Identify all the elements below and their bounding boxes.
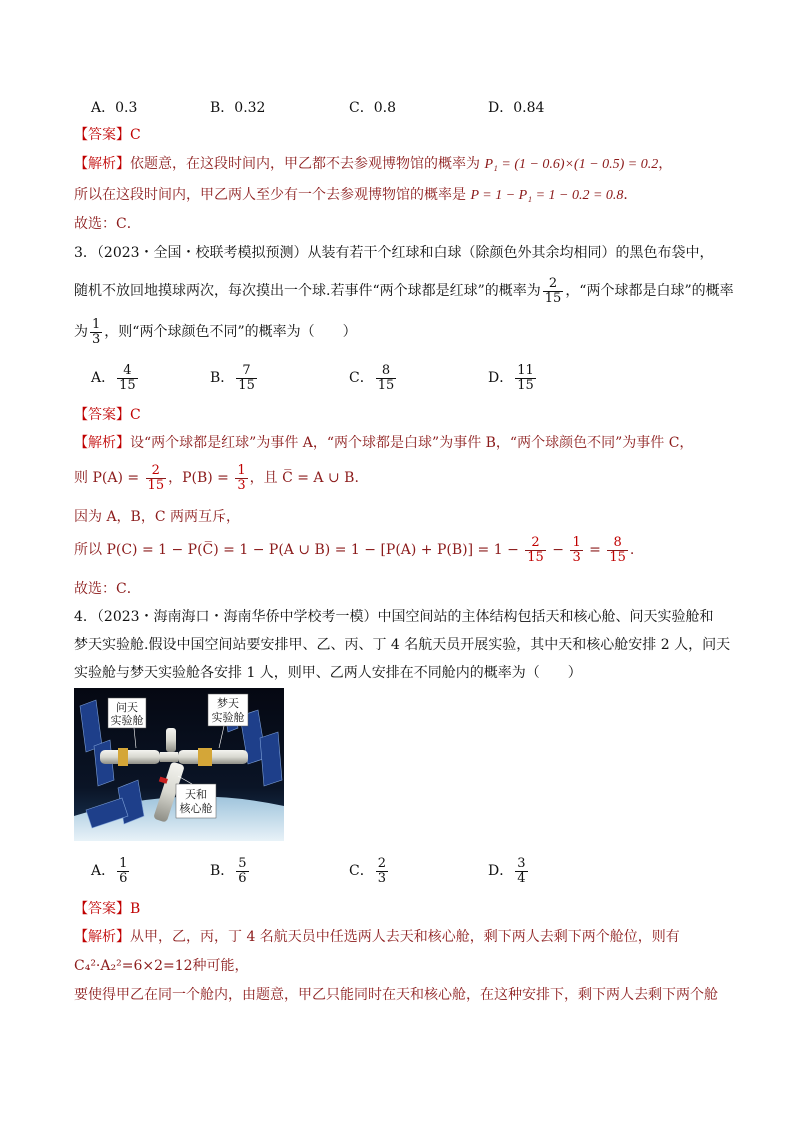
q4-analysis-line1 <box>74 926 680 946</box>
mengtian-module <box>178 750 248 764</box>
fraction <box>515 857 527 886</box>
space-station-figure <box>74 688 284 841</box>
fraction-num: 1 <box>92 316 101 332</box>
q2-answer <box>74 124 141 144</box>
fraction <box>570 536 582 565</box>
q2-option-d[interactable]: D．0.84 <box>488 100 545 116</box>
module-ring <box>198 748 212 766</box>
fraction-den: 15 <box>527 549 544 565</box>
fraction-den: 3 <box>572 549 581 565</box>
q2-option-a[interactable]: A．0.3 <box>91 100 138 116</box>
fraction-num: 1 <box>572 534 581 550</box>
analysis-formula: P₁ = (1 − 0.6)×(1 − 0.5) = 0.2 <box>484 157 659 172</box>
option-letter: C． <box>349 370 374 386</box>
answer-tag: 【答案】 <box>74 407 130 423</box>
option-letter: B． <box>210 863 235 879</box>
analysis-punct: ． <box>623 187 638 203</box>
option-letter: D． <box>488 863 514 879</box>
q4-option-c[interactable] <box>349 851 390 891</box>
option-letter: D． <box>488 370 514 386</box>
fraction-num: 11 <box>517 362 534 378</box>
q4-stem-line2: 梦天实验舱.假设中国空间站要安排甲、乙、丙、丁 4 名航天员开展实验，其中天和核心舱安排 2 人，问天 <box>74 637 731 653</box>
option-letter: B． <box>210 370 235 386</box>
analysis-tag: 【解析】 <box>74 929 130 945</box>
analysis-text: − <box>547 542 569 558</box>
fraction-den: 6 <box>238 870 247 886</box>
q4-stem-line3: 实验舱与梦天实验舱各安排 1 人，则甲、乙两人安排在不同舱内的概率为（ ） <box>74 665 582 681</box>
fraction <box>117 364 138 393</box>
fraction-den: 15 <box>238 377 255 393</box>
fraction-num: 2 <box>531 534 540 550</box>
q3-analysis-line3: 因为 A，B，C 两两互斥， <box>74 509 241 525</box>
label-wentian-2: 实验舱 <box>110 714 144 727</box>
fraction-num: 2 <box>548 275 558 291</box>
fraction <box>235 464 247 493</box>
option-letter: C． <box>349 863 374 879</box>
analysis-text: ，且 C̅ = A ∪ B. <box>249 470 359 486</box>
fraction <box>117 857 129 886</box>
q3-stem-line2 <box>74 271 734 311</box>
analysis-tag: 【解析】 <box>74 435 130 451</box>
wentian-module <box>100 750 160 764</box>
fraction-num: 5 <box>238 855 247 871</box>
stem-text: ，“两个球都是白球”的概率 <box>565 283 734 299</box>
analysis-text: 所以在这段时间内，甲乙两人至少有一个去参观博物馆的概率是 <box>74 187 471 203</box>
fraction-den: 15 <box>147 477 165 493</box>
label-wentian-1: 问天 <box>116 701 138 714</box>
q3-analysis-line2 <box>74 458 359 498</box>
answer-value: C <box>130 127 141 143</box>
node-module <box>160 752 178 762</box>
q3-option-d[interactable] <box>488 358 538 398</box>
fraction-num: 2 <box>377 855 386 871</box>
fraction-den: 15 <box>119 377 136 393</box>
fraction-num: 8 <box>381 362 391 378</box>
fraction-num: 8 <box>613 534 622 550</box>
q4-answer <box>74 898 140 918</box>
analysis-text: 从甲，乙，丙，丁 4 名航天员中任选两人去天和核心舱，剩下两人去剩下两个舱位，则有 <box>130 929 680 945</box>
stem-text: 随机不放回地摸球两次，每次摸出一个球.若事件“两个球都是红球”的概率为 <box>74 283 541 299</box>
label-tianhe-1: 天和 <box>185 788 207 801</box>
fraction-num: 3 <box>517 855 526 871</box>
q4-analysis-line3: 要使得甲乙在同一个舱内，由题意，甲乙只能同时在天和核心舱，在这种安排下，剩下两人去剩下两个舱 <box>74 987 718 1003</box>
analysis-formula: P = 1 − P₁ = 1 − 0.2 = 0.8 <box>470 188 624 203</box>
fraction-den: 4 <box>517 870 526 886</box>
fraction-den: 3 <box>92 331 101 347</box>
q4-stem-line1: 4．（2023・海南海口・海南华侨中学校考一模）中国空间站的主体结构包括天和核心舱、问天实验舱和 <box>74 609 714 625</box>
q4-option-b[interactable] <box>210 851 251 891</box>
answer-value: B <box>130 901 141 917</box>
fraction <box>236 364 257 393</box>
solar-panel <box>260 732 282 786</box>
q3-analysis-line1 <box>74 432 693 452</box>
module-ring <box>118 748 128 766</box>
fraction <box>515 364 536 393</box>
analysis-text: 设“两个球都是红球”为事件 A，“两个球都是白球”为事件 B，“两个球颜色不同”为事件 C， <box>130 435 694 451</box>
q3-option-a[interactable] <box>91 358 140 398</box>
analysis-text: 依题意，在这段时间内，甲乙都不去参观博物馆的概率为 <box>130 156 485 172</box>
q2-analysis-line1 <box>74 153 672 173</box>
fraction-den: 15 <box>609 549 626 565</box>
option-letter: A． <box>91 863 116 879</box>
fraction <box>543 277 564 306</box>
analysis-text: 则 P(A) = <box>74 470 144 486</box>
fraction <box>376 364 397 393</box>
label-mengtian-1: 梦天 <box>217 697 239 710</box>
fraction-num: 1 <box>237 462 246 478</box>
q3-analysis-line4 <box>74 530 634 570</box>
analysis-tag: 【解析】 <box>74 156 130 172</box>
fraction <box>607 536 628 565</box>
stem-text: 为 <box>74 324 88 340</box>
q2-analysis-line2 <box>74 184 637 204</box>
q3-option-c[interactable] <box>349 358 398 398</box>
fraction-den: 3 <box>377 870 386 886</box>
fraction-den: 15 <box>544 290 562 306</box>
fraction-num: 4 <box>123 362 132 378</box>
q3-conclusion: 故选：C． <box>74 581 141 597</box>
analysis-text: ，P(B) = <box>168 470 234 486</box>
fraction-den: 15 <box>377 377 395 393</box>
fraction-den: 6 <box>119 870 128 886</box>
analysis-text: . <box>629 542 635 558</box>
fraction <box>376 857 388 886</box>
q3-stem-line3 <box>74 312 357 352</box>
analysis-text: = <box>584 542 606 558</box>
option-letter: A． <box>91 370 116 386</box>
q3-stem-line1: 3．（2023・全国・校联考模拟预测）从装有若干个红球和白球（除颜色外其余均相同）的黑色布袋中， <box>74 245 714 261</box>
label-mengtian-2: 实验舱 <box>211 711 245 724</box>
label-tianhe-2: 核心舱 <box>179 802 213 815</box>
analysis-punct: ， <box>658 156 673 172</box>
fraction <box>90 318 102 347</box>
q3-option-b[interactable] <box>210 358 259 398</box>
upper-module <box>166 728 176 752</box>
space-station-illustration <box>74 688 284 841</box>
q2-option-b[interactable]: B．0.32 <box>210 100 266 116</box>
fraction-num: 2 <box>151 462 160 478</box>
fraction-den: 3 <box>237 477 246 493</box>
fraction <box>146 464 167 493</box>
q4-analysis-line2: C₄²·A₂²=6×2=12种可能， <box>74 958 249 974</box>
analysis-text: 所以 P(C) = 1 − P(C̅) = 1 − P(A ∪ B) = 1 − [P(A) + P(B)] = 1 − <box>74 542 524 558</box>
stem-text: ，则“两个球颜色不同”的概率为（ ） <box>104 324 357 340</box>
fraction-den: 15 <box>517 377 534 393</box>
answer-value: C <box>130 407 141 423</box>
q2-conclusion: 故选：C． <box>74 216 141 232</box>
q2-option-c[interactable]: C．0.8 <box>349 100 396 116</box>
fraction <box>525 536 546 565</box>
fraction-num: 7 <box>242 362 251 378</box>
answer-tag: 【答案】 <box>74 127 130 143</box>
fraction-num: 1 <box>119 855 128 871</box>
fraction <box>236 857 248 886</box>
q3-answer <box>74 404 141 424</box>
answer-tag: 【答案】 <box>74 901 130 917</box>
q4-option-d[interactable] <box>488 851 530 891</box>
q4-option-a[interactable] <box>91 851 131 891</box>
